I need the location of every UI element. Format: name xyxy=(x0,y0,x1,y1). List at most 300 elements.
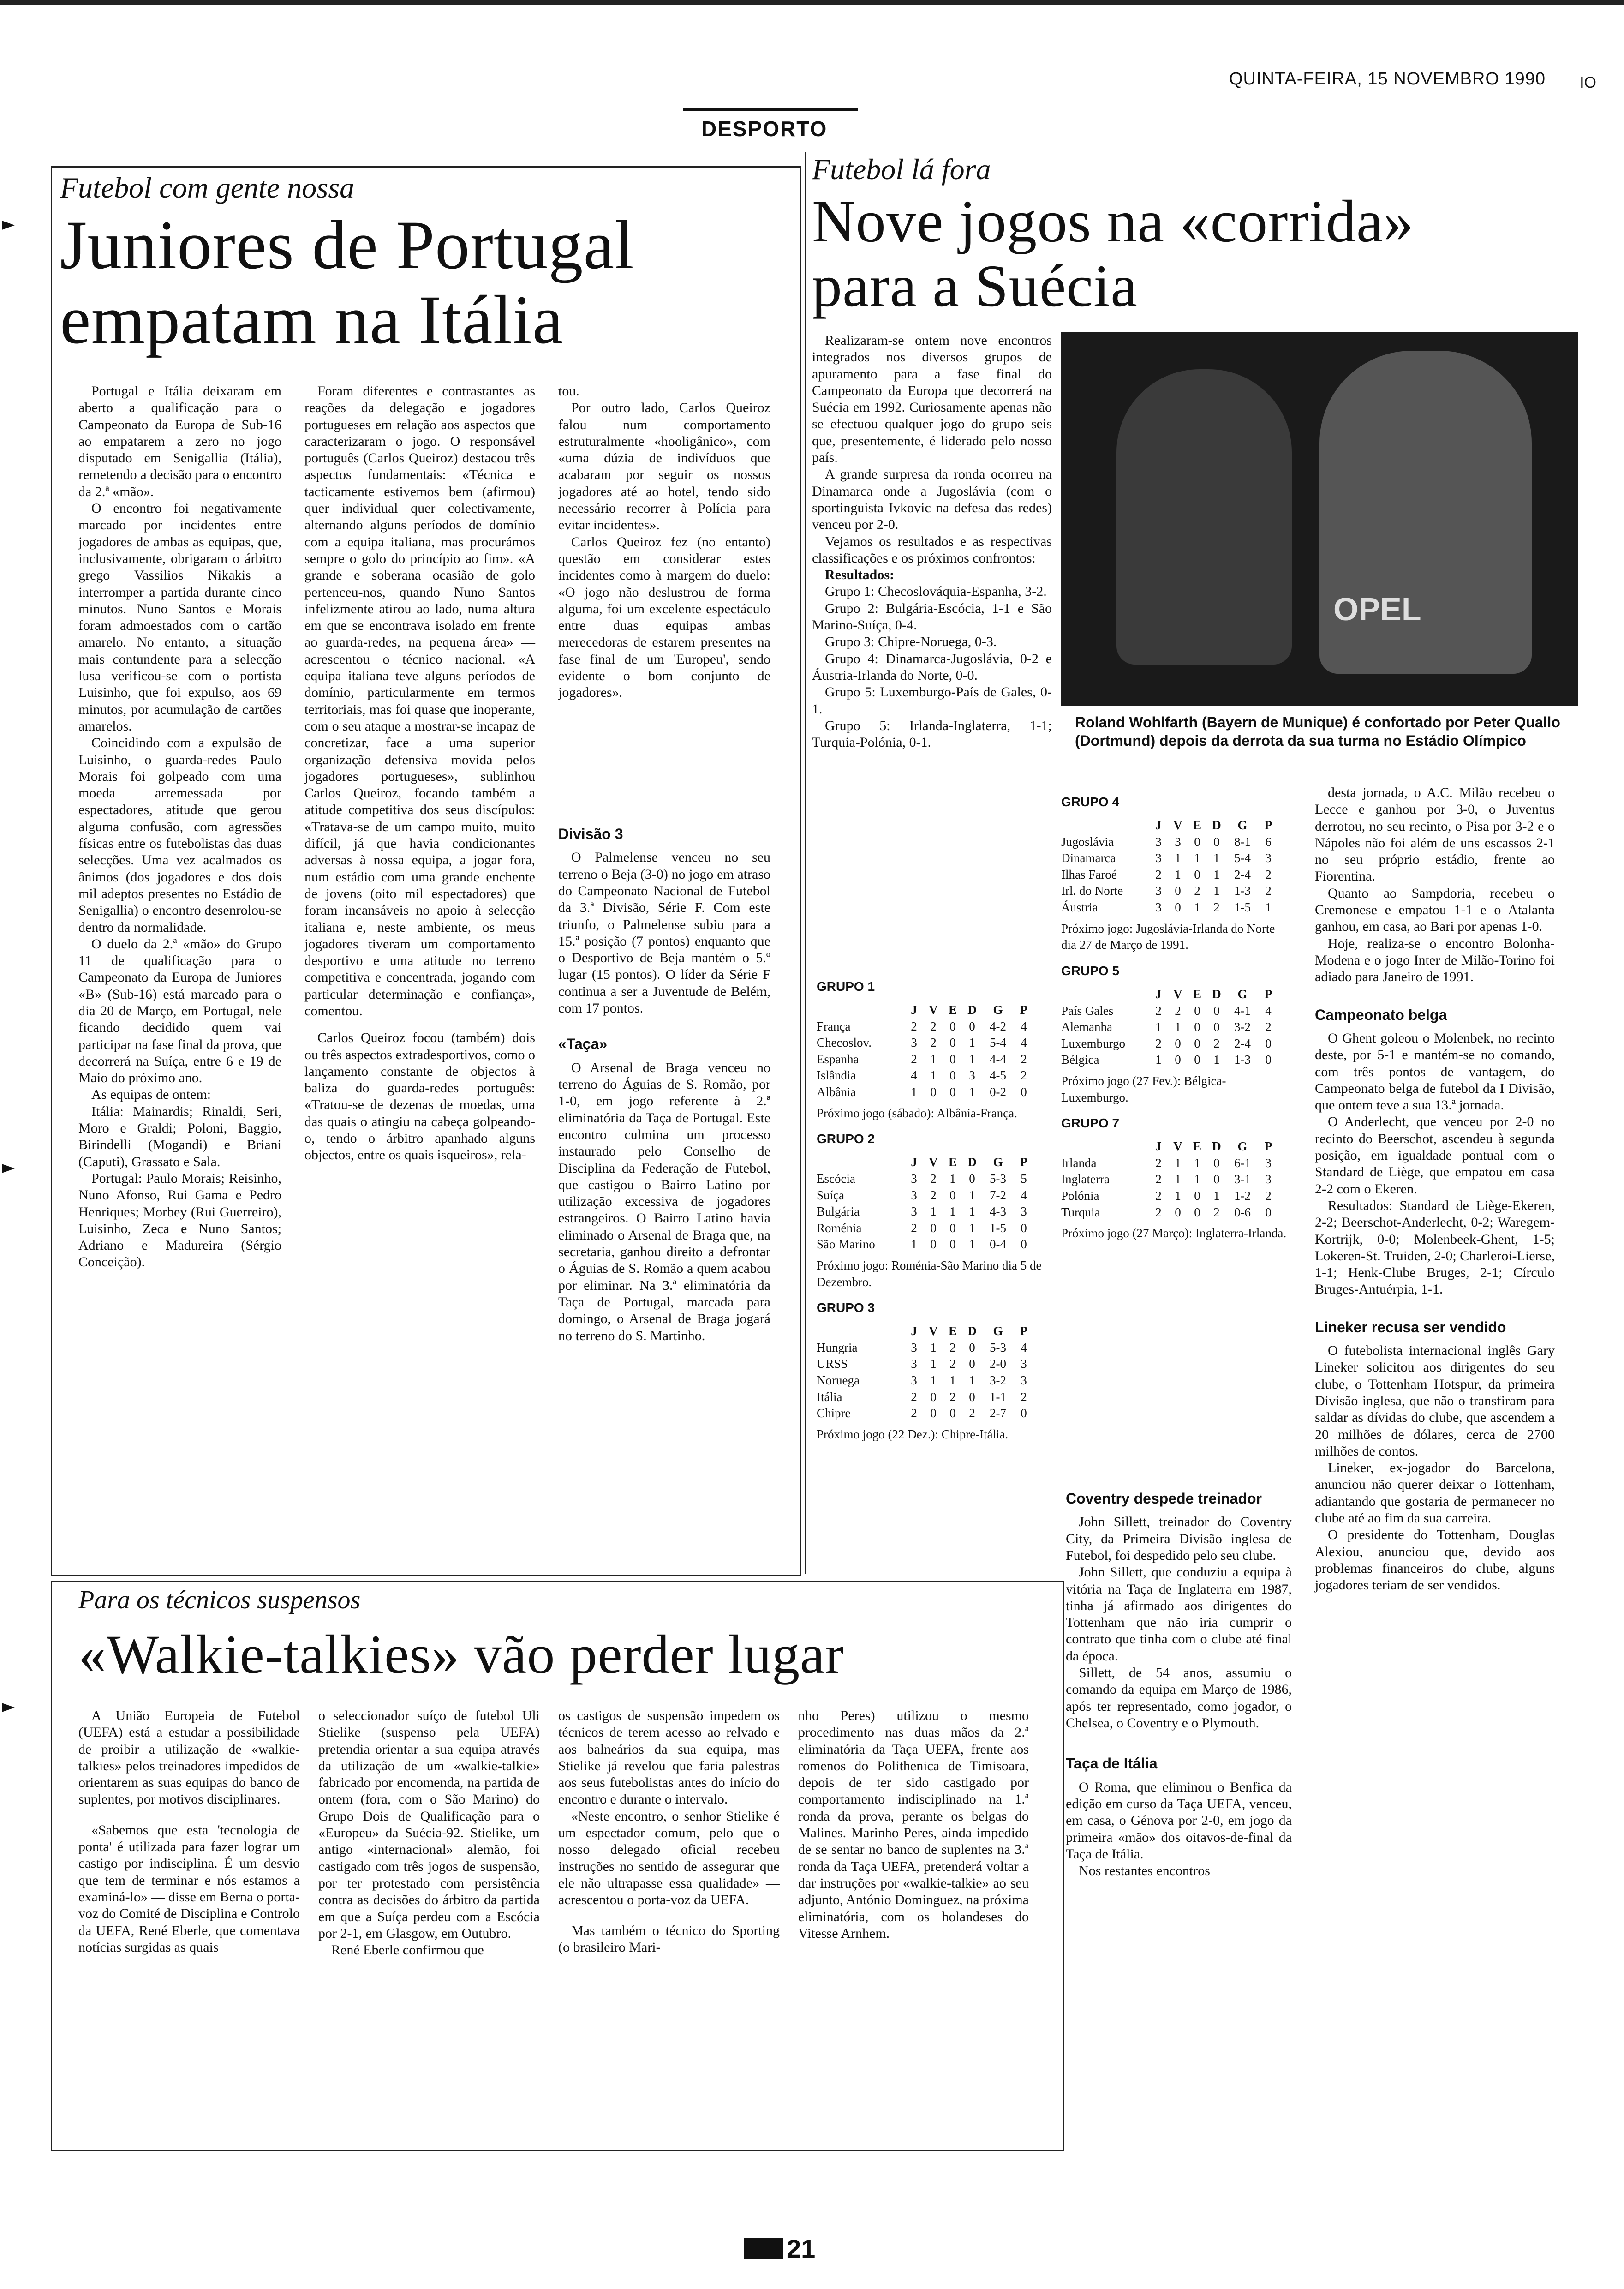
paragraph: «Neste encontro, o senhor Stielike é um espectador comum, pelo que o nosso delegado oficial recebeu instruções no sentido de assegurar que ele não ultrapasse essa qualidade» — acrescentou o porta-voz da UEFA. xyxy=(558,1808,780,1908)
stat-cell: 3 xyxy=(911,1204,917,1219)
table-row xyxy=(1061,1204,1292,1221)
stat-cell: 2 xyxy=(949,1390,956,1404)
stat-cell: 0 xyxy=(930,1237,937,1252)
column-header: J xyxy=(1155,1139,1162,1154)
team-name: Luxemburgo xyxy=(1061,1036,1125,1050)
column-header: G xyxy=(993,1324,1003,1338)
table-row xyxy=(1061,883,1292,899)
result-line: Grupo 1: Checoslováquia-Espanha, 3-2. xyxy=(825,584,1047,599)
stat-cell: 3 xyxy=(1155,834,1162,849)
stat-cell: 8-1 xyxy=(1234,834,1251,849)
stat-cell: 0 xyxy=(969,1340,975,1354)
paragraph: Sillett, de 54 anos, assumiu o comando da equipa em Março de 1986, após ter representado, como jogador, o Chelsea, o Coventry e o Plymouth. xyxy=(1066,1665,1292,1731)
table-row xyxy=(1061,1019,1292,1036)
paragraph: John Sillett, que conduziu a equipa à vitória na Taça de Inglaterra em 1987, tinha já afirmado aos dirigentes do Tottenham que não iria cumprir o contrato que tinha com o clube até final da época. xyxy=(1066,1564,1292,1664)
stat-cell: 1 xyxy=(1194,1172,1200,1186)
stat-cell: 1 xyxy=(969,1237,975,1252)
column-header: E xyxy=(948,1155,957,1169)
table-row xyxy=(817,1084,1047,1101)
result-line: Grupo 3: Chipre-Noruega, 0-3. xyxy=(825,634,997,650)
group-heading: GRUPO 3 xyxy=(817,1300,875,1315)
team-name: Inglaterra xyxy=(1061,1172,1110,1186)
table-row xyxy=(1061,899,1292,916)
stat-cell: 3 xyxy=(1021,1373,1027,1388)
stat-cell: 1 xyxy=(969,1085,975,1099)
stat-cell: 2 xyxy=(1265,1020,1272,1034)
table-row xyxy=(817,1356,1047,1372)
stat-cell: 4 xyxy=(1021,1036,1027,1050)
header-spacer xyxy=(817,1323,904,1340)
stat-cell: 2 xyxy=(1155,1205,1162,1219)
paragraph: Carlos Queiroz fez (no entanto) questão em considerar estes incidentes como à margem do duelo: «O jogo não deslustrou de forma alguma, foi um excelente espectáculo entre duas equipas ambas merecedoras de estarem presentes na fase final de um 'Europeu', sendo evidente o bom conjunto de jogadores». xyxy=(558,534,770,701)
group-heading: GRUPO 7 xyxy=(1061,1116,1120,1131)
group-heading: GRUPO 5 xyxy=(1061,963,1120,978)
team-name: Dinamarca xyxy=(1061,851,1116,865)
stat-cell: 1 xyxy=(911,1085,917,1099)
team-name: Alemanha xyxy=(1061,1020,1112,1034)
paragraph: Nos restantes encontros xyxy=(1079,1863,1210,1879)
table-header xyxy=(1061,817,1292,834)
column-header: V xyxy=(1173,1139,1182,1154)
header-spacer xyxy=(817,1002,904,1019)
next-match: Próximo jogo (sábado): Albânia-França. xyxy=(817,1106,1017,1120)
column-header: D xyxy=(967,1155,977,1169)
paragraph: O presidente do Tottenham, Douglas Alexiou, anunciou que, devido aos problemas financeiros do clube, alguns jogadores teriam de ser vendidos. xyxy=(1315,1527,1555,1593)
stat-cell: 2 xyxy=(1155,867,1162,881)
stat-cell: 1 xyxy=(1213,1189,1220,1203)
stat-cell: 0 xyxy=(1194,1205,1200,1219)
stat-cell: 1 xyxy=(911,1237,917,1252)
stat-cell: 0 xyxy=(1021,1221,1027,1235)
stat-cell: 4-1 xyxy=(1234,1003,1251,1018)
stat-cell: 2-4 xyxy=(1234,867,1251,881)
stat-cell: 1 xyxy=(1213,867,1220,881)
photo-shirt-text: OPEL xyxy=(1333,591,1421,627)
column-header: P xyxy=(1264,1139,1272,1154)
table-row xyxy=(1061,867,1292,883)
stat-cell: 2 xyxy=(1213,1036,1220,1050)
column-header: J xyxy=(911,1324,917,1338)
article1-col2 xyxy=(304,383,535,1164)
stat-cell: 0 xyxy=(930,1390,937,1404)
next-match: Próximo jogo: Jugoslávia-Irlanda do Norte dia 27 de Março de 1991. xyxy=(1061,921,1275,952)
team-name: Bélgica xyxy=(1061,1053,1099,1067)
article3-kicker: Para os técnicos suspensos xyxy=(78,1586,361,1614)
column-header: E xyxy=(948,1324,957,1338)
stat-cell: 0-4 xyxy=(990,1237,1006,1252)
stat-cell: 5-3 xyxy=(990,1171,1006,1186)
paragraph: «Sabemos que esta 'tecnologia de ponta' é utilizada para fazer lograr um castigo por indisciplina. É um desvio que tem de terminar e nós estamos a examiná-lo» — disse em Berna o porta-voz do Comité de Disciplina e Controlo da UEFA, René Eberle, que comentava notícias surgidas as quais xyxy=(78,1822,300,1955)
paragraph: os castigos de suspensão impedem os técnicos de terem acesso ao relvado e aos balneários da sua equipa, mas Stielike já revelou que faria palestras aos seus futebolistas antes do início do encontro e durante o intervalo. xyxy=(558,1708,780,1807)
stat-cell: 1 xyxy=(930,1068,937,1083)
column-header: E xyxy=(1193,818,1201,832)
column-header: E xyxy=(1193,1139,1201,1154)
paragraph: o seleccionador suíço de futebol Uli Stielike (suspenso pela UEFA) pretendia orientar a sua equipa através da utilização de um «walkie-talkie» fabricado por encomenda, na partida de ontem (fora, com o São Marino) do Grupo Dois de Qualificação para o «Europeu» da Suécia-92. Stielike, um antigo «internacional» alemão, foi castigado com três jogos de suspensão, por ter protestado com persistência contra as decisões do árbitro da partida em que a Suíça perdeu com a Escócia por 2-1, em Glasgow, em Outubro. xyxy=(318,1708,540,1941)
table-row xyxy=(817,1220,1047,1237)
stat-cell: 5-4 xyxy=(1234,851,1251,865)
stat-cell: 1 xyxy=(969,1204,975,1219)
right-column xyxy=(1315,785,1555,1594)
stat-cell: 1 xyxy=(1265,900,1272,915)
article2-intro xyxy=(812,332,1052,751)
paragraph: Carlos Queiroz focou (também) dois ou três aspectos extradesportivos, como o lançamento constante de objectos à baliza do guarda-redes português: «Tratou-se de dezenas de moedas, uma das quais o atingiu na cabeça golpeando-o, tendo o árbitro apanhado alguns objectos, entre os quais isqueiros», rela- xyxy=(304,1030,535,1163)
header-spacer xyxy=(1061,817,1149,834)
article3-col4 xyxy=(798,1708,1029,1942)
stat-cell: 3 xyxy=(1175,834,1181,849)
paragraph: René Eberle confirmou que xyxy=(331,1942,484,1958)
team-name: Suíça xyxy=(817,1188,844,1202)
article1-col1 xyxy=(78,383,281,1271)
stat-cell: 1 xyxy=(1213,851,1220,865)
photo-figure xyxy=(1116,369,1292,665)
stat-cell: 0 xyxy=(1265,1053,1272,1067)
article2-kicker: Futebol lá fora xyxy=(812,153,991,186)
stat-cell: 0 xyxy=(1175,1036,1181,1050)
stat-cell: 0 xyxy=(949,1237,956,1252)
stat-cell: 1 xyxy=(969,1373,975,1388)
stat-cell: 3 xyxy=(1265,851,1272,865)
stat-cell: 2 xyxy=(1213,1205,1220,1219)
table-header xyxy=(817,1002,1047,1019)
paragraph: O encontro foi negativamente marcado por incidentes entre jogadores de ambas as equipas, que, inclusivamente, obrigaram o árbitro grego Vassilios Nikakis a interromper a partida durante cinco minutos. Nuno Santos e Morais foram admoestados com o cartão amarelo. No entanto, a situação mais contundente para a selecção lusa verificou-se com o portista Luisinho, que foi expulso, aos 69 minutos, por acumulação de cartões amarelos. xyxy=(78,501,281,734)
column-header: D xyxy=(1212,818,1221,832)
page-date: QUINTA-FEIRA, 15 NOVEMBRO 1990 xyxy=(1229,69,1546,89)
paragraph: O Ghent goleou o Molenbek, no recinto deste, por 5-1 e mantém-se no comando, com três pontos de vantagem, do Campeonato belga de futebol da I Divisão, que ontem teve a sua 13.ª jornada. xyxy=(1315,1030,1555,1113)
stat-cell: 2 xyxy=(930,1171,937,1186)
paragraph: Portugal: Paulo Morais; Reisinho, Nuno Afonso, Rui Gama e Pedro Henriques; Morbey (Rui Guerreiro), Luisinho, Zeca e Nuno Santos; Adriano e Madureira (Sérgio Conceição). xyxy=(78,1170,281,1270)
team-name: País Gales xyxy=(1061,1003,1114,1018)
table-row xyxy=(817,1051,1047,1068)
stat-cell: 2 xyxy=(1265,1189,1272,1203)
taca-heading: «Taça» xyxy=(558,1036,608,1053)
stat-cell: 5-4 xyxy=(990,1036,1006,1050)
stat-cell: 4 xyxy=(1021,1019,1027,1033)
team-name: URSS xyxy=(817,1357,848,1371)
result-line: Grupo 5: Luxemburgo-País de Gales, 0-1. xyxy=(812,684,1052,717)
table-row xyxy=(817,1035,1047,1051)
stat-cell: 0 xyxy=(1213,1003,1220,1018)
column-header: D xyxy=(1212,1139,1221,1154)
stat-cell: 4-3 xyxy=(990,1204,1006,1219)
taca-italia-heading: Taça de Itália xyxy=(1066,1755,1158,1772)
coventry-heading: Coventry despede treinador xyxy=(1066,1490,1262,1507)
stat-cell: 3 xyxy=(1155,900,1162,915)
stat-cell: 6-1 xyxy=(1234,1156,1251,1170)
column-header: D xyxy=(1212,987,1221,1001)
stat-cell: 3-1 xyxy=(1234,1172,1251,1186)
paragraph: tou. xyxy=(558,383,579,399)
group-heading: GRUPO 1 xyxy=(817,979,875,994)
stat-cell: 0 xyxy=(949,1406,956,1420)
column-header: V xyxy=(1173,818,1182,832)
margin-arrow-icon xyxy=(2,221,15,230)
paragraph: Portugal e Itália deixaram em aberto a qualificação para o Campeonato da Europa de Sub-16 ao empatarem a zero no jogo disputado em Senigallia (Itália), remetendo a decisão para o encontro da 2.ª «mão». xyxy=(78,383,281,499)
paragraph: Itália: Mainardis; Rinaldi, Seri, Moro e Graldi; Poloni, Baggio, Birindelli (Mogandi) e Briani (Caputi), Grassato e Sala. xyxy=(78,1103,281,1169)
article1-headline: Juniores de Portugal empatam na Itália xyxy=(60,207,634,358)
stat-cell: 1-5 xyxy=(990,1221,1006,1235)
stat-cell: 2-7 xyxy=(990,1406,1006,1420)
stat-cell: 0 xyxy=(949,1068,956,1083)
article3-col2 xyxy=(318,1708,540,1959)
stat-cell: 2 xyxy=(911,1406,917,1420)
stat-cell: 0-6 xyxy=(1234,1205,1251,1219)
table-row xyxy=(1061,1052,1292,1068)
team-name: Escócia xyxy=(817,1171,855,1186)
team-name: Polónia xyxy=(1061,1189,1099,1203)
stat-cell: 3 xyxy=(911,1373,917,1388)
stat-cell: 3-2 xyxy=(1234,1020,1251,1034)
table-header xyxy=(1061,1139,1292,1155)
table-header xyxy=(1061,986,1292,1003)
paragraph: O Roma, que eliminou o Benfica da edição em curso da Taça UEFA, venceu, em casa, o Génova por 2-0, em jogo da primeira «mão» dos oitavos-de-final da Taça de Itália. xyxy=(1066,1779,1292,1862)
stat-cell: 3 xyxy=(911,1188,917,1202)
stat-cell: 1 xyxy=(1213,884,1220,898)
table-row xyxy=(817,1236,1047,1253)
table-row xyxy=(817,1019,1047,1035)
header-spacer xyxy=(1061,986,1149,1003)
stat-cell: 0 xyxy=(1194,1003,1200,1018)
paragraph: O futebolista internacional inglês Gary Lineker solicitou aos dirigentes do seu clube, o Tottenham Hotspur, da primeira Divisão inglesa, que não o transfiram para saldar as dívidas do clube, que ascendem a 20 milhões de dólares, cerca de 2700 milhões de contos. xyxy=(1315,1343,1555,1459)
results-label: Resultados: xyxy=(825,567,895,583)
stat-cell: 3 xyxy=(1155,851,1162,865)
table-row xyxy=(817,1405,1047,1422)
stat-cell: 1 xyxy=(969,1052,975,1066)
stat-cell: 3 xyxy=(1021,1357,1027,1371)
column-divider xyxy=(805,152,806,1574)
stat-cell: 0 xyxy=(1194,1036,1200,1050)
stat-cell: 0-2 xyxy=(990,1085,1006,1099)
team-name: Bulgária xyxy=(817,1204,860,1219)
stat-cell: 6 xyxy=(1265,834,1272,849)
stat-cell: 2 xyxy=(930,1019,937,1033)
stat-cell: 3 xyxy=(911,1171,917,1186)
stat-cell: 0 xyxy=(969,1390,975,1404)
stat-cell: 2 xyxy=(1155,1036,1162,1050)
stat-cell: 2-4 xyxy=(1234,1036,1251,1050)
stat-cell: 1 xyxy=(969,1221,975,1235)
margin-arrow-icon xyxy=(2,1703,15,1712)
stat-cell: 4 xyxy=(911,1068,917,1083)
stat-cell: 2 xyxy=(930,1188,937,1202)
stat-cell: 1 xyxy=(1175,867,1181,881)
stat-cell: 1 xyxy=(949,1204,956,1219)
stat-cell: 1 xyxy=(930,1204,937,1219)
margin-arrow-icon xyxy=(2,1164,15,1173)
stat-cell: 4-5 xyxy=(990,1068,1006,1083)
paragraph: O Palmelense venceu no seu terreno o Beja (3-0) no jogo em atraso do Campeonato Nacional de Futebol da 3.ª Divisão, Série F. Com este triunfo, o Palmelense subiu para a 15.ª posição (7 pontos) enquanto que o Desportivo de Beja mantém o 5.º lugar (15 pontos). O líder da Série F continua a ser a Juventude de Belém, com 17 pontos. xyxy=(558,850,770,1016)
table-row xyxy=(817,1187,1047,1204)
stat-cell: 0 xyxy=(1213,834,1220,849)
paragraph: Resultados: Standard de Liège-Ekeren, 2-2; Beerschot-Anderlecht, 0-2; Waregem-Kortrijk, 0-0; Molenbeek-Ghent, 1-5; Lokeren-St. Truiden, 2-0; Charleroi-Lierse, 1-1; Henk-Clube Bruges, 2-1; Círculo Bruges-Antuérpia, 1-1. xyxy=(1315,1198,1555,1297)
stat-cell: 4 xyxy=(1265,1003,1272,1018)
column-header: P xyxy=(1020,1155,1028,1169)
stat-cell: 1 xyxy=(949,1373,956,1388)
stat-cell: 1 xyxy=(949,1171,956,1186)
paragraph: A grande surpresa da ronda ocorreu na Dinamarca onde a Jugoslávia (com o sportinguista Ivkovic na defesa das redes) venceu por 2-0. xyxy=(812,467,1052,533)
next-match: Próximo jogo: Roménia-São Marino dia 5 de Dezembro. xyxy=(817,1258,1042,1289)
column-header: G xyxy=(1237,1139,1248,1154)
divisao3-heading: Divisão 3 xyxy=(558,826,623,842)
stat-cell: 1-3 xyxy=(1234,1053,1251,1067)
stat-cell: 0 xyxy=(949,1019,956,1033)
stat-cell: 7-2 xyxy=(990,1188,1006,1202)
team-name: Albânia xyxy=(817,1085,856,1099)
stat-cell: 0 xyxy=(1175,900,1181,915)
next-match: Próximo jogo (27 Fev.): Bélgica-Luxemburgo. xyxy=(1061,1074,1226,1104)
stat-cell: 2 xyxy=(949,1357,956,1371)
next-match: Próximo jogo (27 Março): Inglaterra-Irlanda. xyxy=(1061,1226,1287,1240)
stat-cell: 1 xyxy=(1194,900,1200,915)
table-row xyxy=(1061,1155,1292,1172)
stat-cell: 3 xyxy=(1155,884,1162,898)
table-row xyxy=(817,1372,1047,1389)
paragraph: Quanto ao Sampdoria, recebeu o Cremonese e empatou 1-1 e o Atalanta ganhou, em casa, ao Bari por apenas 1-0. xyxy=(1315,885,1555,935)
column-header: G xyxy=(993,1002,1003,1017)
team-name: Ilhas Faroé xyxy=(1061,867,1117,881)
team-name: Jugoslávia xyxy=(1061,834,1114,849)
stat-cell: 0 xyxy=(930,1406,937,1420)
table-groups-1-3 xyxy=(817,969,1047,1448)
team-name: Itália xyxy=(817,1390,842,1404)
stat-cell: 1 xyxy=(930,1052,937,1066)
team-name: Islândia xyxy=(817,1068,856,1083)
stat-cell: 1 xyxy=(969,1188,975,1202)
group-heading: GRUPO 2 xyxy=(817,1132,875,1146)
lineker-heading: Lineker recusa ser vendido xyxy=(1315,1318,1506,1336)
column-header: P xyxy=(1020,1002,1028,1017)
stat-cell: 0 xyxy=(969,1171,975,1186)
column-header: E xyxy=(1193,987,1201,1001)
stat-cell: 0 xyxy=(1265,1036,1272,1050)
stat-cell: 1 xyxy=(1194,851,1200,865)
column-header: V xyxy=(929,1324,938,1338)
stat-cell: 5-3 xyxy=(990,1340,1006,1354)
stat-cell: 2 xyxy=(1021,1068,1027,1083)
stat-cell: 0 xyxy=(1194,1020,1200,1034)
table-row xyxy=(1061,850,1292,867)
paragraph: Mas também o técnico do Sporting (o brasileiro Mari- xyxy=(558,1923,780,1955)
paragraph: A União Europeia de Futebol (UEFA) está a estudar a possibilidade de proibir a utilização de «walkie-talkies» pelos treinadores impedidos de orientarem as suas equipas do banco de suplentes, por motivos disciplinares. xyxy=(78,1708,300,1807)
article3-col1 xyxy=(78,1708,300,1956)
stat-cell: 4-4 xyxy=(990,1052,1006,1066)
stat-cell: 1-1 xyxy=(990,1390,1006,1404)
column-header: J xyxy=(911,1155,917,1169)
paragraph: Vejamos os resultados e as respectivas classificações e os próximos confrontos: xyxy=(812,533,1052,566)
paragraph: nho Peres) utilizou o mesmo procedimento nas duas mãos da 2.ª eliminatória da Taça UEFA, frente aos romenos do Polithenica de Timisoara, depois de ter sido castigado por comportamento indisciplinado na 1.ª ronda da prova, perante os belgas do Malines. Marinho Peres, ainda impedido de se sentar no banco de suplentes na 3.ª ronda da Taça UEFA, pretenderá voltar a dar instruções por «walkie-talkie» ao seu adjunto, António Dominguez, na próxima eliminatória, com os holandeses do Vitesse Arnhem. xyxy=(798,1708,1029,1941)
stat-cell: 2 xyxy=(1155,1172,1162,1186)
stat-cell: 0 xyxy=(930,1085,937,1099)
team-name: Áustria xyxy=(1061,900,1098,915)
column-header: D xyxy=(967,1002,977,1017)
stat-cell: 1-5 xyxy=(1234,900,1251,915)
photo-caption: Roland Wohlfarth (Bayern de Munique) é confortado por Peter Quallo (Dortmund) depois da derrota da sua turma no Estádio Olímpico xyxy=(1075,714,1560,749)
stat-cell: 1 xyxy=(1194,1156,1200,1170)
stat-cell: 0 xyxy=(949,1221,956,1235)
paragraph: Por outro lado, Carlos Queiroz falou num comportamento estruturalmente «hooligânico», com «uma dúzia de indivíduos que acabaram por seguir os nossos jogadores até ao hotel, tendo sido necessário recorrer à Polícia para evitar incidentes». xyxy=(558,400,770,533)
stat-cell: 4 xyxy=(1021,1340,1027,1354)
table-row xyxy=(1061,1036,1292,1052)
stat-cell: 2 xyxy=(911,1390,917,1404)
team-name: França xyxy=(817,1019,851,1033)
paragraph: Hoje, realiza-se o encontro Bolonha-Modena e o jogo Inter de Milão-Torino foi adiado para Janeiro de 1991. xyxy=(1315,935,1555,985)
table-header xyxy=(817,1323,1047,1340)
column-header: P xyxy=(1264,818,1272,832)
stat-cell: 0 xyxy=(1213,1156,1220,1170)
coventry-block xyxy=(1066,1477,1292,1879)
stat-cell: 3 xyxy=(911,1340,917,1354)
team-name: Hungria xyxy=(817,1340,858,1354)
stat-cell: 1-2 xyxy=(1234,1189,1251,1203)
team-name: Noruega xyxy=(817,1373,860,1388)
table-row xyxy=(1061,1188,1292,1204)
article3-headline: «Walkie-talkies» vão perder lugar xyxy=(78,1624,844,1685)
column-header: J xyxy=(1155,987,1162,1001)
paragraph: O duelo da 2.ª «mão» do Grupo 11 de qualificação para o Campeonato da Europa de Juniores «B» (Sub-16) está marcado para o dia 20 de Março, em Portugal, nele ficando decidido quem vai participar na fase final da prova, que decorrerá na Suíça, entre 6 e 19 de Maio do próximo ano. xyxy=(78,936,281,1086)
column-header: V xyxy=(929,1155,938,1169)
stat-cell: 2 xyxy=(969,1406,975,1420)
stat-cell: 1 xyxy=(1213,1053,1220,1067)
table-row xyxy=(1061,834,1292,851)
result-line: Grupo 5: Irlanda-Inglaterra, 1-1; Turquia-Polónia, 0-1. xyxy=(812,718,1052,750)
stat-cell: 2 xyxy=(1155,1189,1162,1203)
stat-cell: 0 xyxy=(930,1221,937,1235)
stat-cell: 0 xyxy=(1194,867,1200,881)
stat-cell: 1 xyxy=(930,1357,937,1371)
stat-cell: 0 xyxy=(1194,834,1200,849)
column-header: V xyxy=(929,1002,938,1017)
stat-cell: 3 xyxy=(969,1068,975,1083)
stat-cell: 0 xyxy=(1021,1085,1027,1099)
team-name: Roménia xyxy=(817,1221,862,1235)
stat-cell: 1 xyxy=(1155,1053,1162,1067)
table-row xyxy=(817,1067,1047,1084)
stat-cell: 1 xyxy=(930,1340,937,1354)
column-header: P xyxy=(1020,1324,1028,1338)
paragraph: Coincidindo com a expulsão de Luisinho, o guarda-redes Paulo Morais foi golpeado com uma moeda arremessada por espectadores, atitude que gerou alguma confusão, com agressões físicas entre os futebolistas das duas selecções. Uma vez acalmados os ânimos (dos jogadores e dos dois mil adeptos presentes no Estádio de Senigallia) o encontro desenrolou-se dentro da normalidade. xyxy=(78,735,281,935)
table-header xyxy=(817,1154,1047,1171)
stat-cell: 0 xyxy=(949,1188,956,1202)
photo-wohlfarth xyxy=(1061,332,1578,706)
stat-cell: 4 xyxy=(1021,1188,1027,1202)
stat-cell: 0 xyxy=(1213,1020,1220,1034)
header-spacer xyxy=(817,1154,904,1171)
stat-cell: 1-3 xyxy=(1234,884,1251,898)
stat-cell: 3 xyxy=(911,1357,917,1371)
stat-cell: 2 xyxy=(930,1036,937,1050)
stat-cell: 3 xyxy=(1021,1204,1027,1219)
article2-headline: Nove jogos na «corrida» para a Suécia xyxy=(812,188,1414,320)
table-row xyxy=(817,1340,1047,1356)
column-header: G xyxy=(1237,987,1248,1001)
stat-cell: 1 xyxy=(1175,851,1181,865)
team-name: Irl. do Norte xyxy=(1061,884,1123,898)
table-groups-4-7 xyxy=(1061,785,1292,1246)
stat-cell: 2 xyxy=(1175,1003,1181,1018)
paragraph: O Anderlecht, que venceu por 2-0 no recinto do Beerschot, ascendeu à segunda posição, em igualdade pontual com o Standard de Liège, que empatou em casa 2-2 com o Ekeren. xyxy=(1315,1114,1555,1197)
stat-cell: 2 xyxy=(1021,1390,1027,1404)
stat-cell: 0 xyxy=(1021,1237,1027,1252)
stat-cell: 0 xyxy=(1175,1053,1181,1067)
team-name: Irlanda xyxy=(1061,1156,1097,1170)
table-row xyxy=(817,1171,1047,1187)
column-header: J xyxy=(911,1002,917,1017)
stat-cell: 2 xyxy=(1155,1156,1162,1170)
stat-cell: 1 xyxy=(969,1036,975,1050)
paragraph: desta jornada, o A.C. Milão recebeu o Lecce e ganhou por 3-0, o Juventus derrotou, no seu recinto, o Pisa por 3-2 e o Nápoles não foi além de uns escassos 2-1 no seu próprio estádio, frente ao Fiorentina. xyxy=(1315,785,1555,884)
stat-cell: 1 xyxy=(1175,1172,1181,1186)
header-spacer xyxy=(1061,1139,1149,1155)
stat-cell: 5 xyxy=(1021,1171,1027,1186)
